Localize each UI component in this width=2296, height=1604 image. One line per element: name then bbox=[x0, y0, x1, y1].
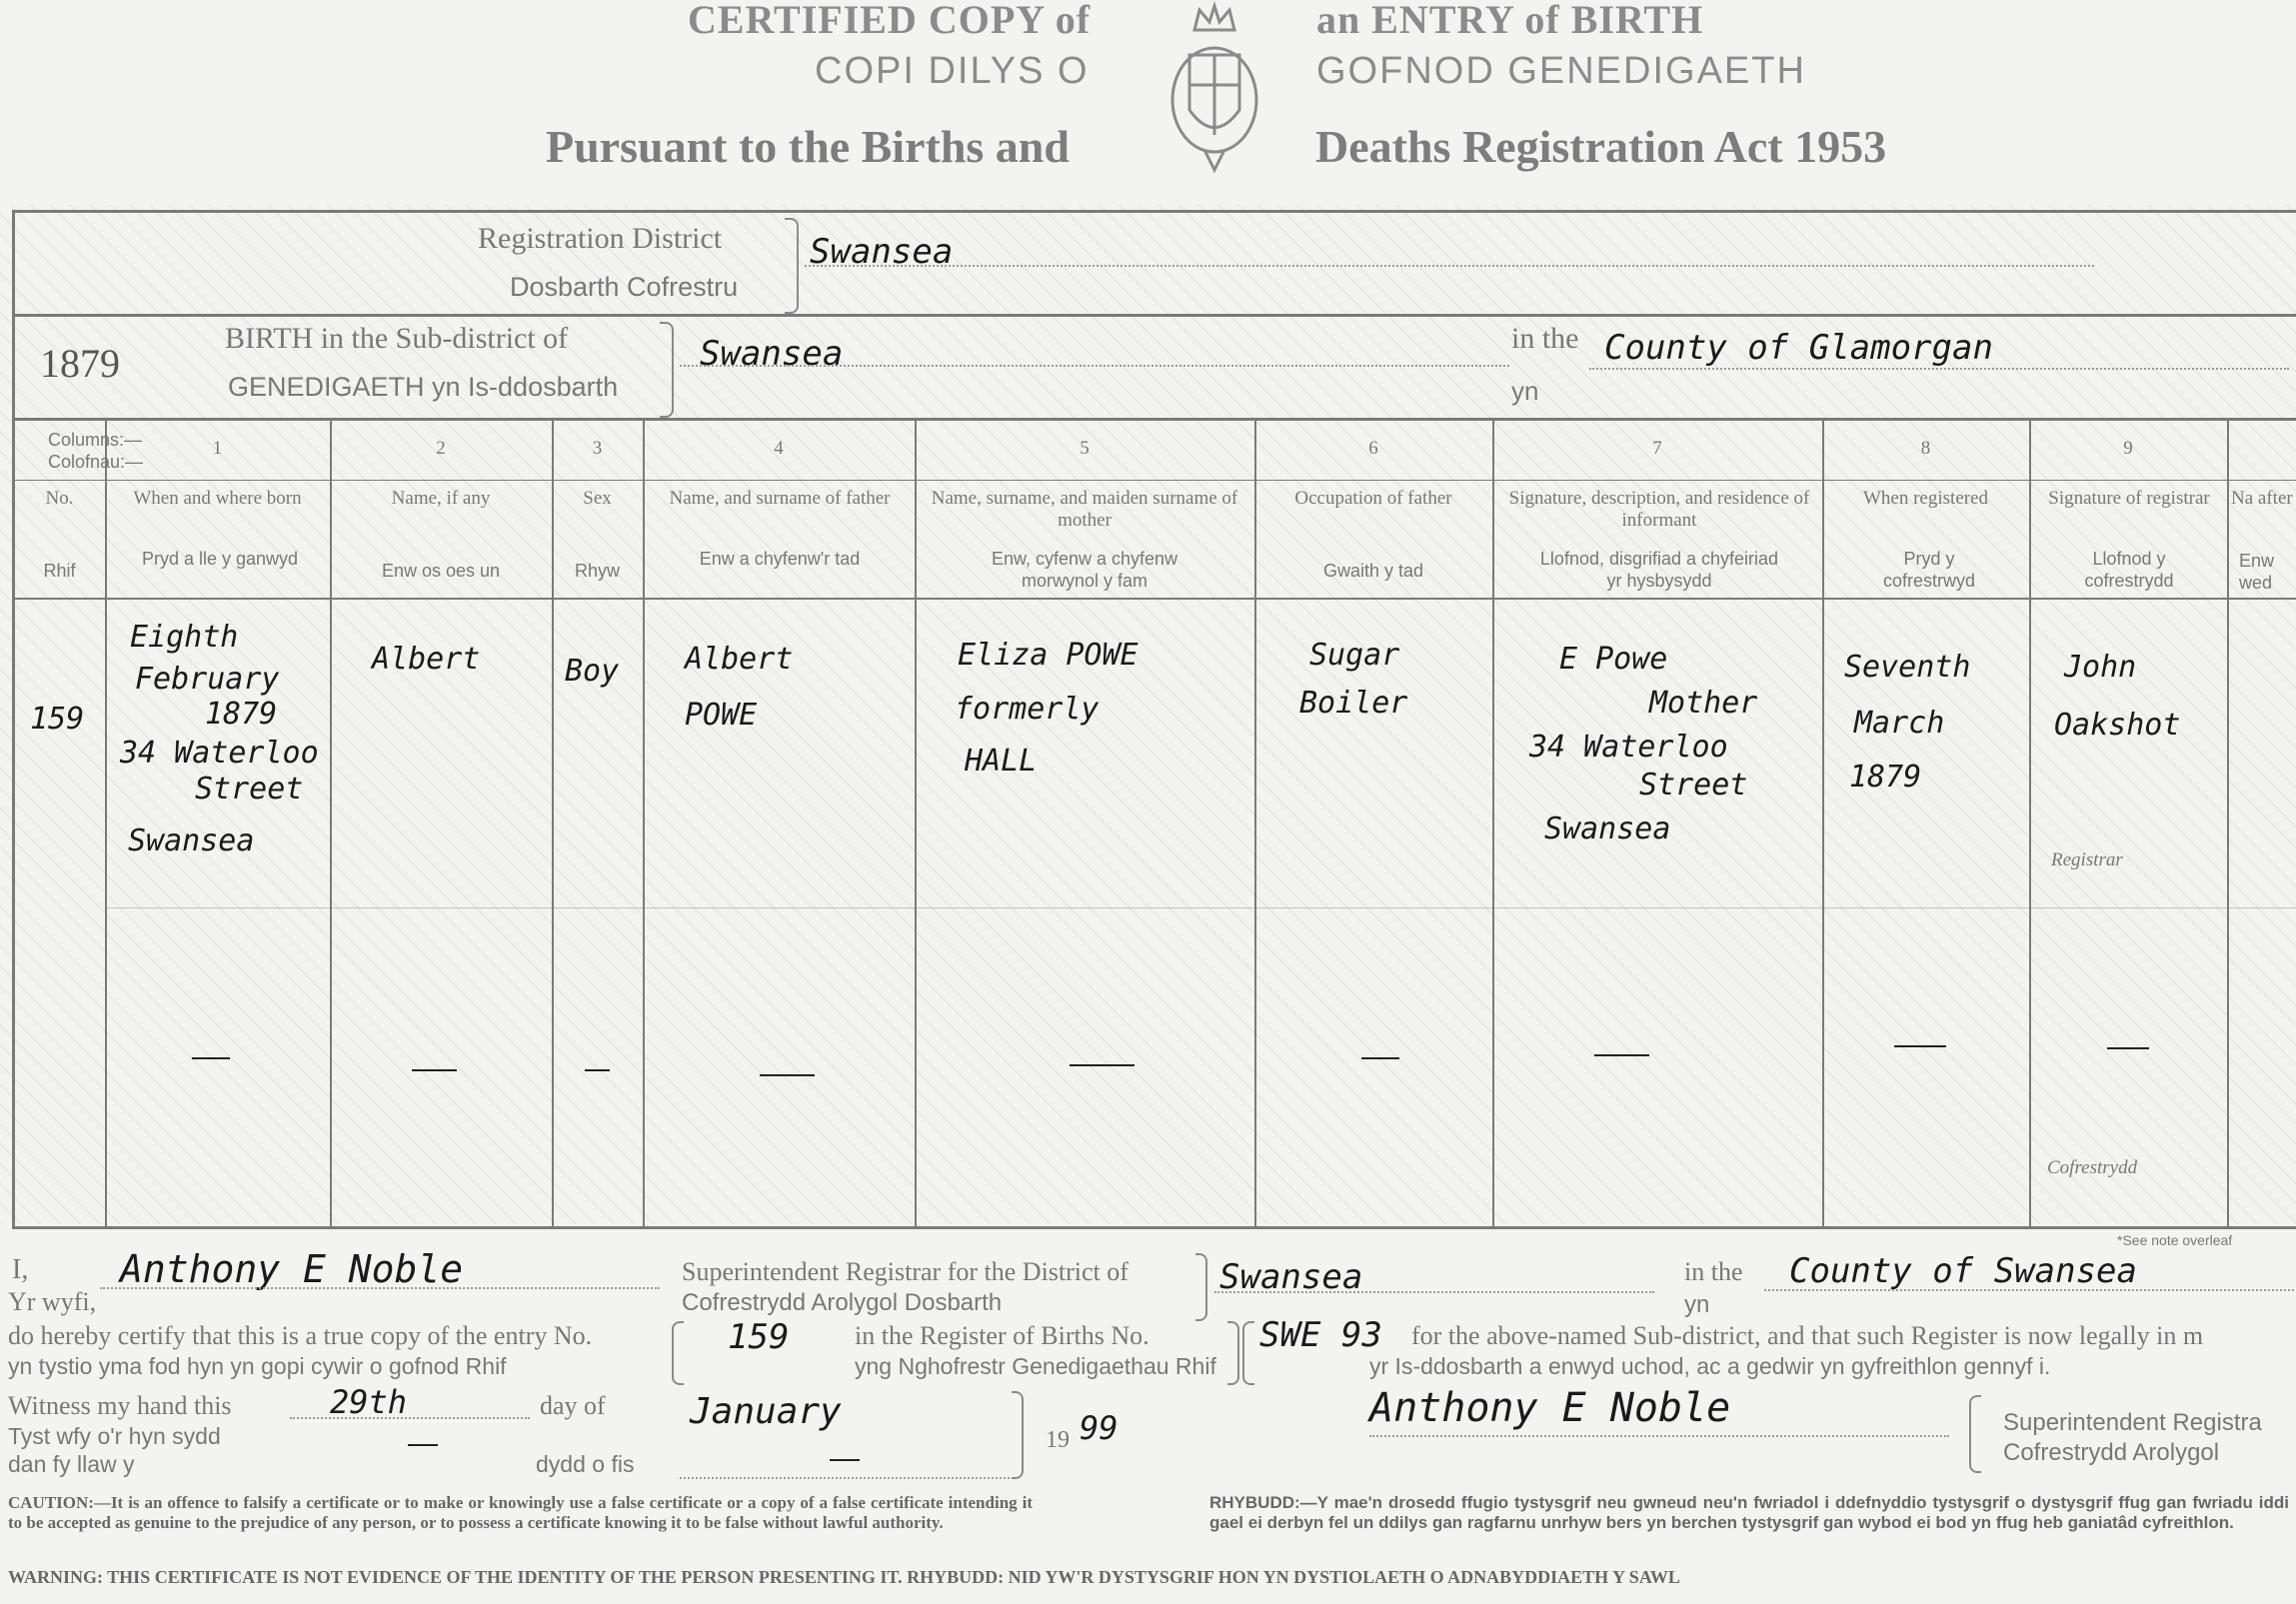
entry-informant: 34 Waterloo bbox=[1529, 730, 1728, 765]
cert-i-cy: Yr wyfi, bbox=[8, 1287, 97, 1316]
title-en-left: CERTIFIED COPY of bbox=[688, 0, 1092, 42]
col-line-3 bbox=[552, 418, 554, 1227]
cert-month: January bbox=[690, 1391, 842, 1432]
entry-registered: 1879 bbox=[1849, 760, 1922, 795]
blank-dash bbox=[830, 1459, 860, 1461]
county-in-the: in the bbox=[1511, 322, 1579, 355]
registrar-label: Registrar bbox=[2051, 849, 2123, 870]
col-line-7 bbox=[1492, 418, 1494, 1227]
col-head-sex-cy: Rhyw bbox=[574, 561, 620, 581]
col-head-mother: Name, surname, and maiden surname of mother bbox=[931, 488, 1238, 531]
col-num-7: 7 bbox=[1652, 438, 1662, 459]
divider-colheads bbox=[12, 598, 2296, 600]
divider-birth bbox=[12, 418, 2296, 421]
col-head-name-cy: Enw os oes un bbox=[381, 561, 501, 581]
col-head-no: No. bbox=[45, 488, 74, 509]
cert-signer-dots bbox=[100, 1287, 660, 1289]
cert-supt-title-en: Superintendent Registra bbox=[2003, 1409, 2262, 1436]
cert-signature-dots bbox=[1369, 1435, 1949, 1437]
col-num-4: 4 bbox=[774, 438, 784, 459]
cert-certify-en: do hereby certify that this is a true copy of the entry No. bbox=[8, 1321, 593, 1350]
blank-dash bbox=[585, 1069, 610, 1071]
cert-brace-4 bbox=[1242, 1321, 1254, 1385]
col-head-when-where: When and where born bbox=[133, 488, 302, 509]
entry-informant: Swansea bbox=[1544, 811, 1671, 846]
col-line-1 bbox=[105, 418, 107, 1227]
reg-district-value: Swansea bbox=[810, 232, 954, 272]
col-num-5: 5 bbox=[1080, 438, 1090, 459]
reg-district-brace bbox=[785, 218, 799, 314]
col-head-when-registered: When registered bbox=[1862, 488, 1989, 509]
county-yn: yn bbox=[1511, 376, 1539, 406]
frame-left bbox=[12, 210, 15, 1229]
col-head-father: Name, and surname of father bbox=[669, 488, 891, 509]
col-line-4 bbox=[643, 418, 645, 1227]
cert-brace-2 bbox=[672, 1321, 684, 1385]
blank-dash bbox=[1894, 1045, 1946, 1047]
col-head-father-cy: Enw a chyfenw'r tad bbox=[699, 549, 861, 569]
footer-caution-en: CAUTION:—It is an offence to falsify a certificate or to make or knowingly use a false certificate or a copy of a false certificate intending it to be accepted as genuine to the prejudice of any person, or to possess a certificate knowing it to be false without lawful authority. bbox=[8, 1493, 1033, 1532]
frame-top bbox=[12, 210, 2296, 213]
cert-county-dots bbox=[1764, 1289, 2294, 1291]
col-line-6 bbox=[1254, 418, 1256, 1227]
col-head-name-after: Na after bbox=[2231, 488, 2293, 509]
birth-label-en: BIRTH in the Sub-district of bbox=[225, 322, 569, 355]
cert-certify-cy: yn tystio yma fod hyn yn gopi cywir o gofnod Rhif bbox=[8, 1353, 507, 1379]
entry-informant: Mother bbox=[1649, 686, 1758, 721]
cert-year-prefix: 19 bbox=[1046, 1427, 1070, 1453]
columns-label-en: Columns:— bbox=[48, 430, 143, 450]
col-head-occupation: Occupation of father bbox=[1294, 488, 1452, 509]
cert-register-no: SWE 93 bbox=[1259, 1315, 1382, 1355]
cert-district-dots bbox=[1214, 1291, 1654, 1293]
entry-mother-line: formerly bbox=[955, 692, 1100, 727]
subdistrict-value: Swansea bbox=[700, 334, 844, 374]
col-num-1: 1 bbox=[212, 438, 223, 459]
entry-father-surname: POWE bbox=[685, 698, 758, 733]
entry-registered: March bbox=[1854, 706, 1945, 741]
col-head-no-cy: Rhif bbox=[43, 561, 76, 581]
cert-signer-name: Anthony E Noble bbox=[120, 1247, 464, 1291]
col-line-9 bbox=[2029, 418, 2031, 1227]
footer-caution-cy: RHYBUDD:—Y mae'n drosedd ffugio tystysgrif neu gwneud neu'n fwriadol i ddefnyddio tystysgrif o dystysgrif ffug gan fwriadu iddi gael ei derbyn fel un ddilys gan ragfarnu unrhyw bers yn berchen tystysgrif gan wybod ei bod yn ffug heb ganiatâd cyfreithlon. bbox=[1209, 1493, 2289, 1532]
act-right: Deaths Registration Act 1953 bbox=[1315, 121, 1887, 172]
entry-mother-line: Eliza POWE bbox=[958, 638, 1139, 673]
cert-brace-5 bbox=[1012, 1391, 1024, 1479]
blank-dash bbox=[412, 1069, 457, 1071]
cert-supt-title-cy: Cofrestrydd Arolygol bbox=[2003, 1439, 2220, 1466]
frame-bottom bbox=[12, 1226, 2296, 1229]
subdistrict-dots bbox=[680, 365, 1509, 367]
col-head-registrar-cy: Llofnod y cofrestrydd bbox=[2084, 549, 2174, 591]
entry-sex: Boy bbox=[565, 654, 620, 689]
divider-row-mid bbox=[105, 907, 2296, 908]
entry-father-given: Albert bbox=[685, 642, 794, 677]
reg-district-label-cy: Dosbarth Cofrestru bbox=[510, 272, 739, 302]
entry-occupation: Sugar bbox=[1309, 638, 1400, 673]
entry-registered: Seventh bbox=[1844, 650, 1971, 685]
entry-no: 159 bbox=[30, 702, 85, 737]
birth-brace bbox=[660, 322, 674, 418]
col-num-3: 3 bbox=[592, 438, 603, 459]
footer-warning: WARNING: THIS CERTIFICATE IS NOT EVIDENCE OF THE IDENTITY OF THE PERSON PRESENTING IT. RHYBUDD: NID YW'R DYSTYSGRIF HON YN DYSTIOLAETH O ADNABYDDIAETH Y SAWL bbox=[8, 1567, 1680, 1587]
cert-day-dots bbox=[290, 1417, 530, 1419]
cert-month-dots bbox=[680, 1477, 1010, 1479]
blank-dash bbox=[408, 1444, 438, 1446]
cert-county: County of Swansea bbox=[1789, 1251, 2137, 1291]
cert-yn: yn bbox=[1684, 1291, 1710, 1318]
blank-dash bbox=[1594, 1054, 1649, 1056]
cert-day-of: day of bbox=[540, 1391, 606, 1420]
cert-supt-en: Superintendent Registrar for the District of bbox=[682, 1257, 1129, 1286]
divider-colnums bbox=[12, 480, 2296, 481]
blank-dash bbox=[1070, 1064, 1135, 1066]
divider-district bbox=[12, 314, 2296, 317]
county-value: County of Glamorgan bbox=[1604, 328, 1993, 368]
when-line: February bbox=[135, 662, 280, 697]
col-head-informant: Signature, description, and residence of informant bbox=[1508, 488, 1810, 531]
title-en-right: an ENTRY of BIRTH bbox=[1316, 0, 1704, 42]
title-cy-right: GOFNOD GENEDIGAETH bbox=[1316, 50, 1806, 92]
col-num-2: 2 bbox=[436, 438, 446, 459]
cert-entry-no: 159 bbox=[728, 1317, 790, 1357]
cert-register-en: in the Register of Births No. bbox=[855, 1321, 1149, 1350]
col-head-registrar: Signature of registrar bbox=[2048, 488, 2210, 509]
cert-brace-3 bbox=[1227, 1321, 1239, 1385]
columns-label-cy: Colofnau:— bbox=[48, 452, 144, 472]
cert-in-the: in the bbox=[1684, 1257, 1743, 1286]
cert-brace-1 bbox=[1195, 1253, 1207, 1321]
reg-district-label-en: Registration District bbox=[478, 222, 723, 255]
col-head-name: Name, if any bbox=[391, 488, 491, 509]
entry-registrar: John bbox=[2064, 650, 2137, 685]
cert-signature: Anthony E Noble bbox=[1369, 1385, 1731, 1431]
blank-dash bbox=[2107, 1047, 2149, 1049]
col-num-6: 6 bbox=[1368, 438, 1378, 459]
cert-district: Swansea bbox=[1219, 1257, 1363, 1297]
col-line-10 bbox=[2227, 418, 2229, 1227]
col-head-name-after-cy: Enw wed bbox=[2239, 551, 2275, 593]
entry-mother-line: HALL bbox=[965, 744, 1038, 779]
col-line-2 bbox=[330, 418, 332, 1227]
when-line: Swansea bbox=[128, 823, 255, 858]
birth-label-cy: GENEDIGAETH yn Is-ddosbarth bbox=[228, 372, 619, 402]
blank-dash bbox=[1361, 1057, 1399, 1059]
cert-brace-6 bbox=[1969, 1395, 1981, 1473]
cert-above-cy: yr Is-ddosbarth a enwyd uchod, ac a gedwir yn gyfreithlon gennyf i. bbox=[1369, 1353, 2051, 1379]
entry-informant: E Powe bbox=[1559, 642, 1668, 677]
col-num-8: 8 bbox=[1920, 438, 1931, 459]
title-cy-left: COPI DILYS O bbox=[815, 50, 1090, 92]
see-note: *See note overleaf bbox=[2117, 1232, 2233, 1248]
col-head-mother-cy: Enw, cyfenw a chyfenw morwynol y fam bbox=[991, 549, 1178, 591]
cofrestrydd-label: Cofrestrydd bbox=[2047, 1157, 2138, 1178]
entry-registrar: Oakshot bbox=[2054, 708, 2181, 743]
cert-i-en: I, bbox=[12, 1254, 29, 1285]
cert-above-en: for the above-named Sub-district, and that such Register is now legally in m bbox=[1411, 1321, 2204, 1350]
blank-dash bbox=[192, 1057, 230, 1059]
when-line: 1879 bbox=[205, 697, 278, 732]
col-line-8 bbox=[1822, 418, 1824, 1227]
blank-dash bbox=[760, 1074, 815, 1076]
cert-year-suffix: 99 bbox=[1080, 1409, 1119, 1447]
cert-supt-cy: Cofrestrydd Arolygol Dosbarth bbox=[682, 1289, 1003, 1316]
act-left: Pursuant to the Births and bbox=[546, 121, 1070, 172]
col-head-when-registered-cy: Pryd y cofrestrwyd bbox=[1882, 549, 1976, 591]
royal-coat-of-arms-icon bbox=[1159, 0, 1269, 175]
cert-witness-cy1: Tyst wfy o'r hyn sydd bbox=[8, 1423, 221, 1449]
cert-witness-cy2: dan fy llaw y bbox=[8, 1451, 135, 1477]
entry-name: Albert bbox=[372, 642, 481, 677]
when-line: Eighth bbox=[130, 620, 239, 655]
col-head-sex: Sex bbox=[583, 488, 612, 509]
entry-occupation: Boiler bbox=[1299, 686, 1408, 721]
cert-witness-en: Witness my hand this bbox=[8, 1391, 232, 1420]
cert-day: 29th bbox=[330, 1383, 408, 1421]
col-head-occupation-cy: Gwaith y tad bbox=[1322, 561, 1424, 581]
when-line: Street bbox=[195, 772, 304, 806]
col-num-9: 9 bbox=[2123, 438, 2133, 459]
cert-dydd-o-fis: dydd o fis bbox=[536, 1451, 635, 1477]
col-head-when-where-cy: Pryd a lle y ganwyd bbox=[141, 549, 299, 569]
col-line-5 bbox=[915, 418, 917, 1227]
cert-register-cy: yng Nghofrestr Genedigaethau Rhif bbox=[855, 1353, 1216, 1379]
birth-year: 1879 bbox=[40, 341, 120, 386]
col-head-informant-cy: Llofnod, disgrifiad a chyfeiriad yr hysbysydd bbox=[1539, 549, 1779, 591]
county-dots bbox=[1589, 368, 2289, 370]
when-line: 34 Waterloo bbox=[120, 736, 319, 771]
entry-informant: Street bbox=[1639, 768, 1748, 802]
reg-district-dots bbox=[805, 265, 2094, 267]
